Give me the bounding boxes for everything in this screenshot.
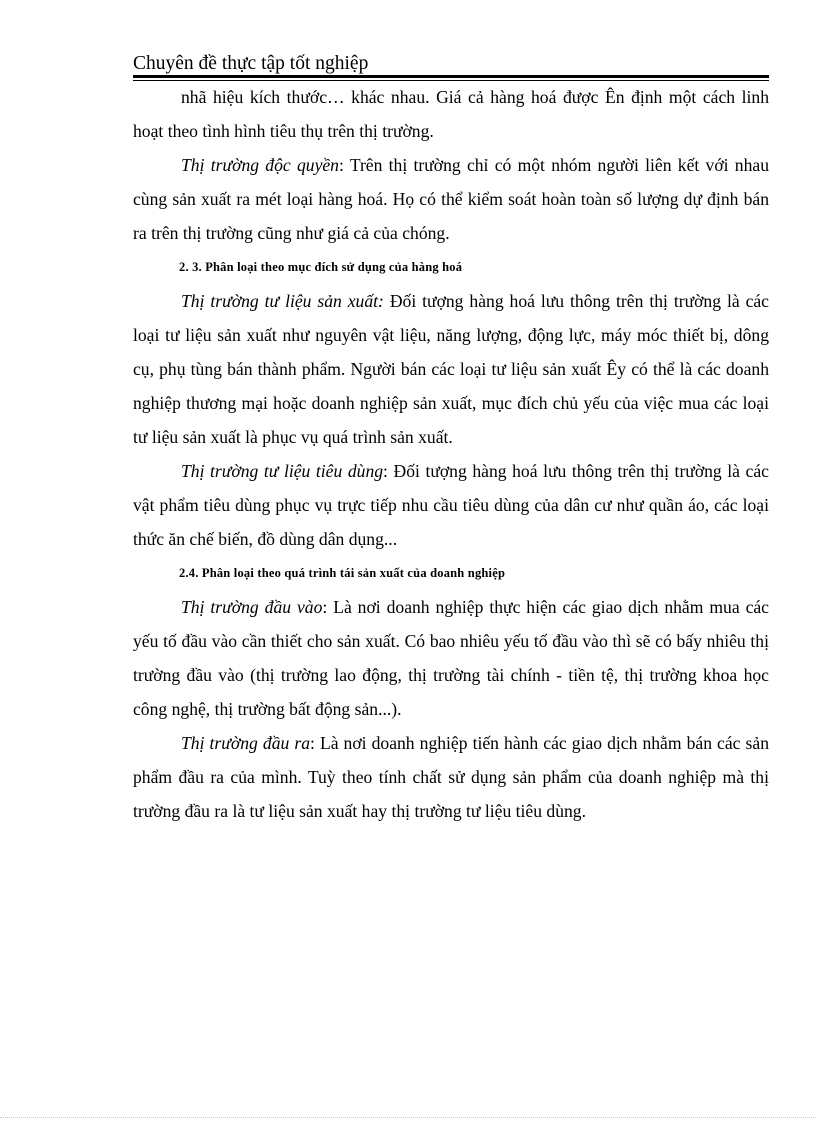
paragraph-input-market [133, 590, 769, 726]
section-heading-2-3: 2. 3. Phân loại theo mục đích sử dụng của hàng hoá [179, 260, 463, 274]
paragraph-input-market-text: : Là nơi doanh nghiệp thực hiện các giao dịch nhằm mua các yếu tố đầu vào cần thiết cho sản xuất. Có bao nhiêu yếu tố đầu vào thì sẽ có bấy nhiêu thị trường đầu vào (thị trường lao động, thị trường tài chính - tiền tệ, thị trường khoa học công nghệ, thị trường bất động sản...). [133, 597, 769, 719]
paragraph-production-goods-market-text: Đối tượng hàng hoá lưu thông trên thị trường là các loại tư liệu sản xuất như nguyên vật liệu, năng lượng, động lực, máy móc thiết bị, dông cụ, phụ tùng bán thành phẩm. Người bán các loại tư liệu sản xuất Êy có thể là các doanh nghiệp thương mại hoặc doanh nghiệp sản xuất, mục đích chủ yếu của việc mua các loại tư liệu sản xuất là phục vụ quá trình sản xuất. [133, 291, 769, 447]
document-body [133, 80, 769, 828]
term-production-goods-market: Thị trường tư liệu sản xuất: [181, 291, 384, 311]
section-heading-2-4: 2.4. Phân loại theo quá trình tái sản xuất của doanh nghiệp [179, 566, 506, 580]
header-rule-thick [133, 75, 769, 78]
term-output-market: Thị trường đầu ra [181, 733, 310, 753]
paragraph-monopoly-market-text: : Trên thị trường chỉ có một nhóm người liên kết với nhau cùng sản xuất ra mét loại hàng hoá. Họ có thể kiểm soát hoàn toàn số lượng dự định bán ra trên thị trường cũng như giá cả của chóng. [133, 155, 769, 243]
paragraph-continuation: nhã hiệu kích thước… khác nhau. Giá cả hàng hoá được Ên định một cách linh hoạt theo tình hình tiêu thụ trên thị trường. [133, 87, 769, 141]
paragraph-consumer-goods-market [133, 454, 769, 556]
paragraph-output-market [133, 726, 769, 828]
term-monopoly-market: Thị trường độc quyền [181, 155, 339, 175]
paragraph-monopoly-market [133, 148, 769, 250]
page-header [133, 50, 769, 80]
paragraph-output-market-text: : Là nơi doanh nghiệp tiến hành các giao dịch nhằm bán các sản phẩm đầu ra của mình. Tuỳ theo tính chất sử dụng sản phẩm của doanh nghiệp mà thị trường đầu ra là tư liệu sản xuất hay thị trường tư liệu tiêu dùng. [133, 733, 769, 821]
paragraph-production-goods-market [133, 284, 769, 454]
header-title: Chuyên đề thực tập tốt nghiệp [133, 53, 369, 74]
paragraph-consumer-goods-market-text: : Đối tượng hàng hoá lưu thông trên thị trường là các vật phẩm tiêu dùng phục vụ trực tiếp nhu cầu tiêu dùng của dân cư như quần áo, các loại thức ăn chế biến, đồ dùng dân dụng... [133, 461, 769, 549]
page-bottom-border [0, 1117, 816, 1118]
term-input-market: Thị trường đầu vào [181, 597, 323, 617]
term-consumer-goods-market: Thị trường tư liệu tiêu dùng [181, 461, 384, 481]
